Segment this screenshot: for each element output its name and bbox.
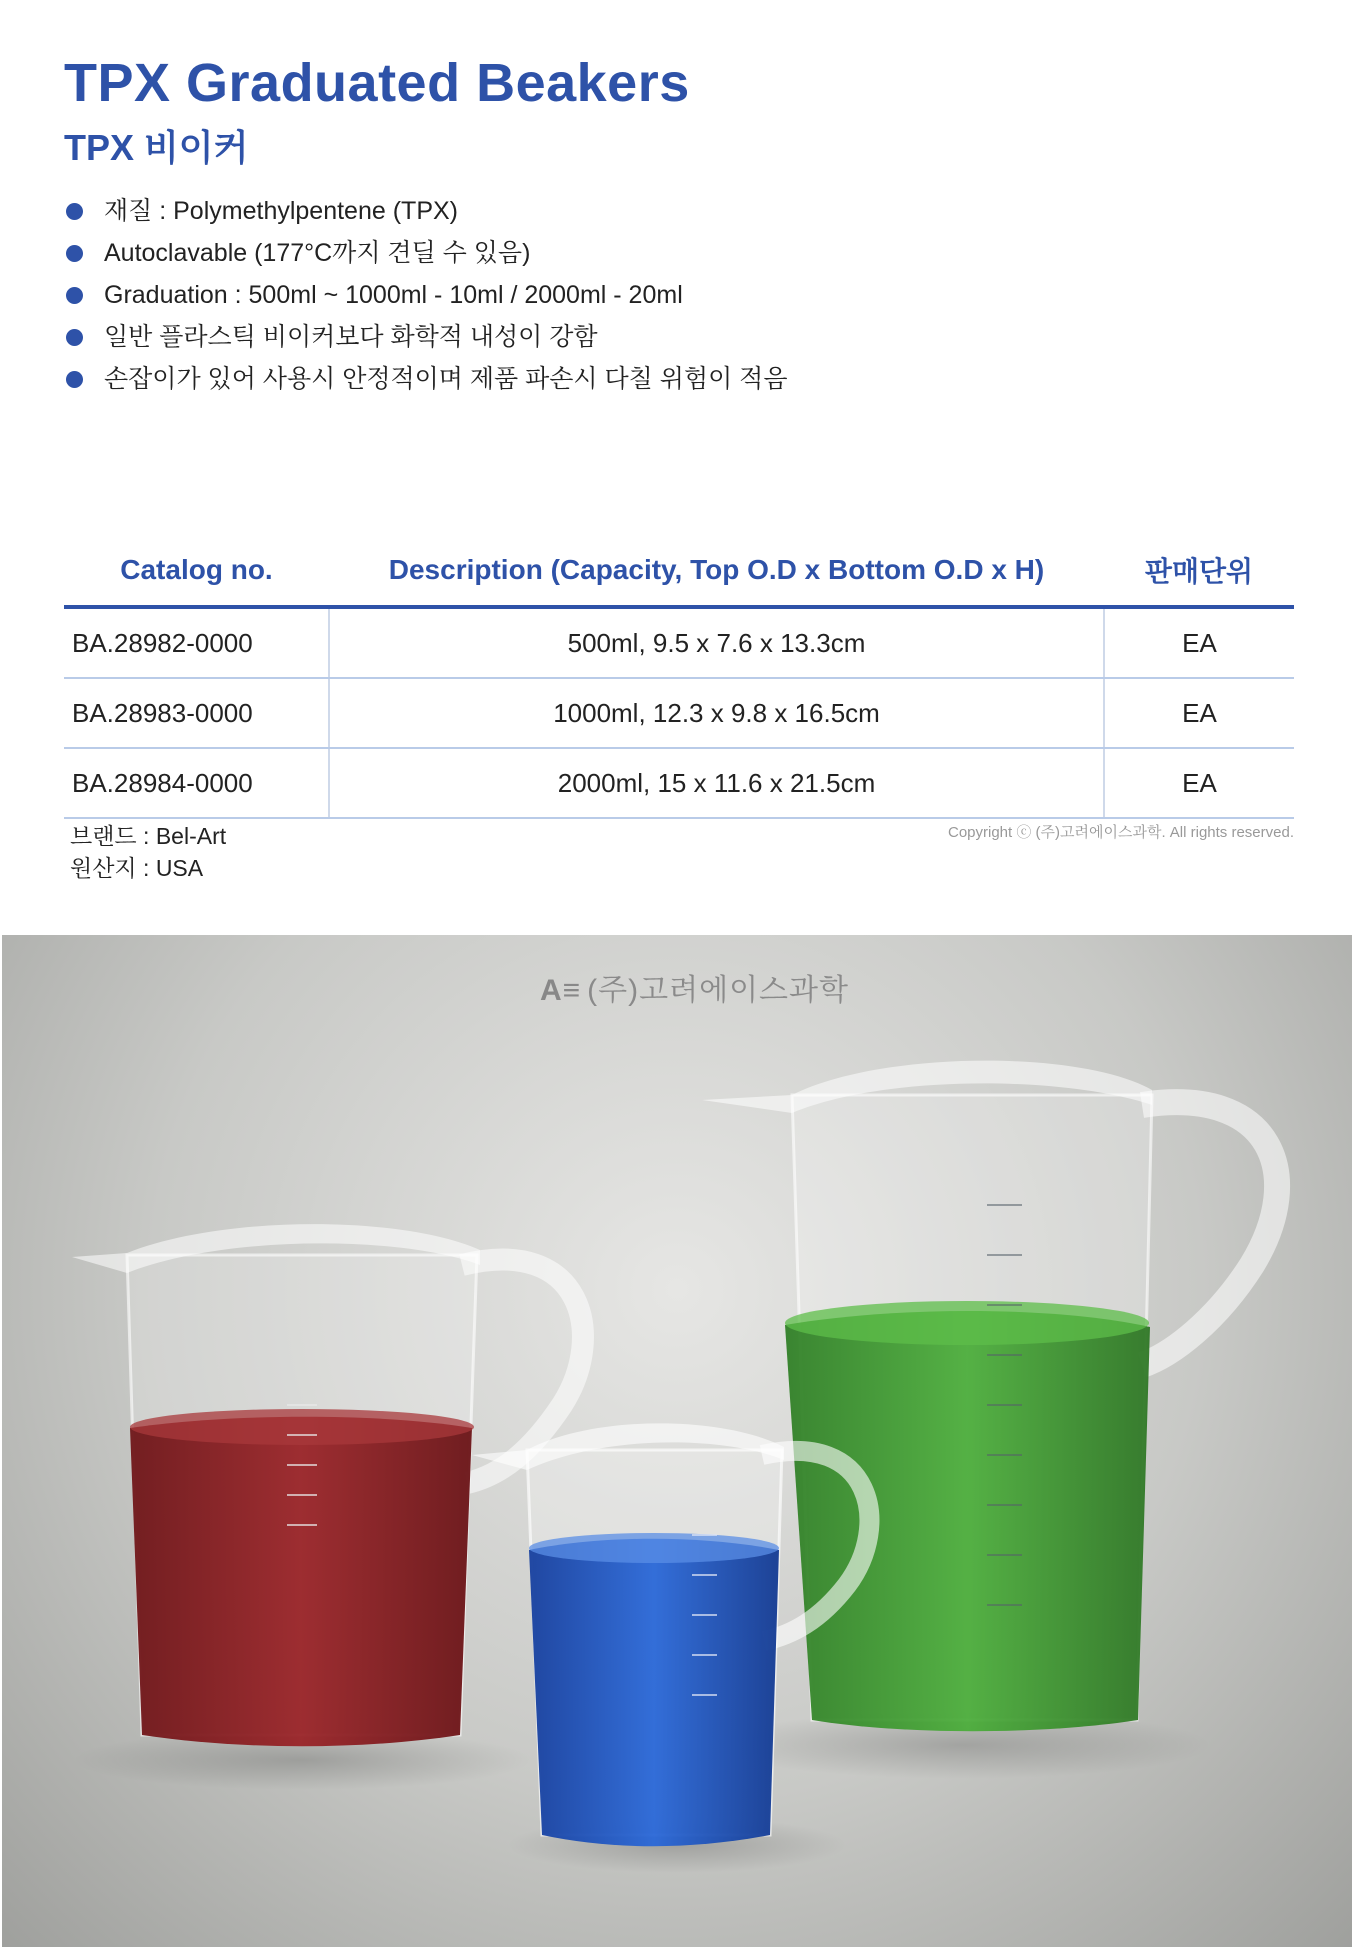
liquid-surface (529, 1533, 779, 1563)
feature-text: Autoclavable (177°C까지 견딜 수 있음) (104, 239, 531, 267)
copyright-text: Copyright ⓒ (주)고려에이스과학. All rights reserved. (948, 824, 1294, 841)
page-subtitle: TPX 비이커 (64, 127, 249, 168)
bullet-icon (66, 245, 83, 262)
bullet-icon (66, 371, 83, 388)
feature-item (64, 274, 787, 316)
description-header: Description (Capacity, Top O.D x Bottom O.D x H) (329, 535, 1104, 607)
unit-cell: EA (1104, 748, 1294, 818)
product-photo (2, 935, 1352, 1947)
feature-text: 손잡이가 있어 사용시 안정적이며 제품 파손시 다칠 위험이 적음 (104, 365, 788, 393)
brand-logo-icon: A≡ (540, 974, 582, 1007)
catalog-cell: BA.28982-0000 (64, 607, 329, 678)
brand-text: 브랜드 : Bel-Art (70, 823, 227, 849)
brand-watermark (540, 965, 849, 1009)
page-title: TPX Graduated Beakers (64, 53, 690, 113)
red-liquid (130, 1417, 472, 1747)
product-meta (70, 820, 226, 884)
feature-text: 일반 플라스틱 비이커보다 화학적 내성이 강함 (104, 323, 598, 351)
bullet-icon (66, 329, 83, 346)
table-row (64, 607, 1294, 678)
liquid-surface (785, 1301, 1149, 1345)
description-cell: 2000ml, 15 x 11.6 x 21.5cm (329, 748, 1104, 818)
table-row (64, 748, 1294, 818)
beakers-illustration (2, 935, 1352, 1947)
beaker-handle (1142, 1102, 1277, 1365)
feature-item (64, 190, 787, 232)
description-cell: 1000ml, 12.3 x 9.8 x 16.5cm (329, 678, 1104, 748)
feature-item (64, 232, 787, 274)
catalog-cell: BA.28983-0000 (64, 678, 329, 748)
feature-text: Graduation : 500ml ~ 1000ml - 10ml / 2000ml - 20ml (104, 281, 683, 309)
bullet-icon (66, 287, 83, 304)
catalog-cell: BA.28984-0000 (64, 748, 329, 818)
unit-header: 판매단위 (1104, 535, 1294, 607)
green-liquid (785, 1311, 1150, 1731)
bullet-icon (66, 203, 83, 220)
feature-list (64, 190, 787, 400)
feature-text: 재질 : Polymethylpentene (TPX) (104, 197, 458, 225)
description-cell: 500ml, 9.5 x 7.6 x 13.3cm (329, 607, 1104, 678)
table-row (64, 678, 1294, 748)
feature-item (64, 316, 787, 358)
catalog-header: Catalog no. (64, 535, 329, 607)
liquid-surface (130, 1409, 474, 1445)
watermark-text: (주)고려에이스과학 (587, 974, 849, 1007)
origin-text: 원산지 : USA (70, 855, 204, 881)
blue-liquid (529, 1539, 779, 1847)
medium-beaker (72, 1224, 583, 1746)
table-header-row (64, 535, 1294, 607)
unit-cell: EA (1104, 607, 1294, 678)
unit-cell: EA (1104, 678, 1294, 748)
spec-table (64, 535, 1294, 819)
feature-item (64, 358, 787, 400)
